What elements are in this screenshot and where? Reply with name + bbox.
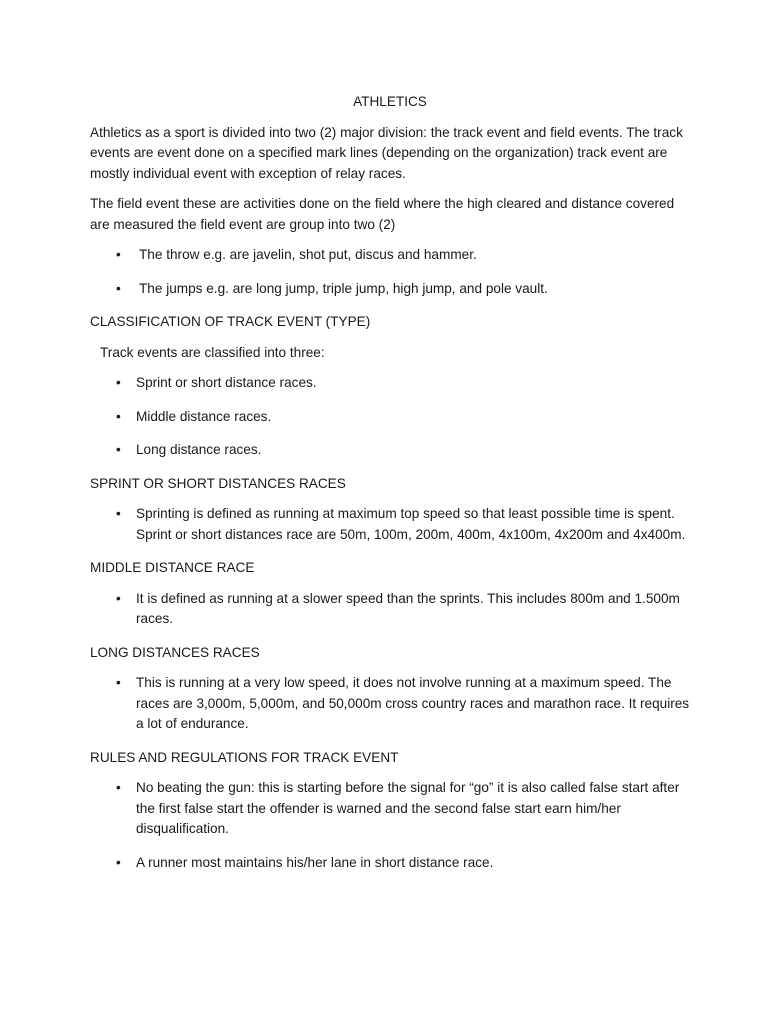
middle-distance-list [90,589,690,630]
list-item [90,778,690,840]
bullet-icon: • [116,675,121,690]
middle-distance-heading: MIDDLE DISTANCE RACE [90,560,255,575]
intro-paragraph: Athletics as a sport is divided into two (2) major division: the track event and field events. The track events are event done on a specified mark lines (depending on the organization) track event are mostly individual event with exception of relay races. [90,124,683,181]
classification-intro: Track events are classified into three: [100,344,325,360]
field-event-paragraph: The field event these are activities done on the field where the high cleared and distance covered are measured the field event are group into two (2) [90,196,675,232]
list-item-text: Middle distance races. [136,408,272,424]
classification-list [90,373,690,461]
list-item-text: Sprint or short distance races. [136,375,317,390]
bullet-icon: • [116,854,121,870]
list-item [90,589,690,630]
document-title: ATHLETICS [353,94,427,109]
list-item-text: Long distance races. [136,442,262,457]
list-item [90,853,690,874]
list-item [90,440,690,461]
list-item [90,673,690,735]
sprint-heading: SPRINT OR SHORT DISTANCES RACES [90,475,346,491]
sprint-list [90,504,690,545]
bullet-icon: • [116,280,121,296]
bullet-icon: • [116,780,121,795]
list-item-text: The jumps e.g. are long jump, triple jump, high jump, and pole vault. [139,280,548,296]
bullet-icon: • [116,408,121,424]
list-item [90,373,690,394]
list-item [90,407,690,428]
list-item [90,245,690,266]
list-item-text: This is running at a very low speed, it does not involve running at a maximum speed. The races are 3,000m, 5,000m, and 50,000m cross country races and marathon race. It requires a lot of endurance. [136,675,690,731]
long-distance-heading: LONG DISTANCES RACES [90,644,260,660]
bullet-icon: • [116,506,121,521]
list-item-text: The throw e.g. are javelin, shot put, discus and hammer. [139,247,477,262]
document-page [90,92,690,886]
bullet-icon: • [116,247,121,262]
long-distance-list [90,673,690,735]
bullet-icon: • [116,375,121,390]
list-item [90,279,690,300]
list-item-text: No beating the gun: this is starting before the signal for “go” it is also called false start after the first false start the offender is warned and the second false start earn him/her disqualification. [136,780,680,836]
rules-heading: RULES AND REGULATIONS FOR TRACK EVENT [90,749,399,765]
list-item-text: It is defined as running at a slower speed than the sprints. This includes 800m and 1.500m races. [136,590,680,626]
classification-heading: CLASSIFICATION OF TRACK EVENT (TYPE) [90,314,371,329]
list-item [90,504,690,545]
rules-list [90,778,690,873]
list-item-text: Sprinting is defined as running at maximum top speed so that least possible time is spent. Sprint or short distances race are 50m, 100m, 200m, 400m, 4x100m, 4x200m and 4x400m. [136,506,686,542]
bullet-icon: • [116,442,121,457]
list-item-text: A runner most maintains his/her lane in short distance race. [136,854,494,870]
field-event-list [90,245,690,299]
bullet-icon: • [116,590,121,606]
